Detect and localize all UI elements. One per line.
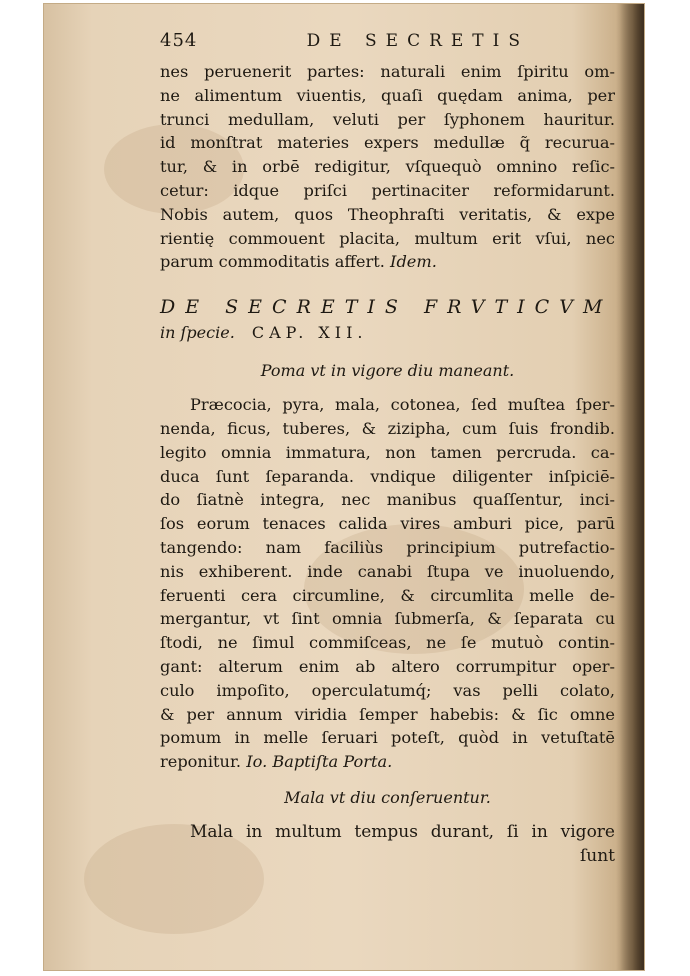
text-line: id monſtrat materies expers medullæ q̃ recurua-	[160, 133, 615, 153]
section-heading: Poma vt in vigore diu maneant.	[260, 361, 515, 381]
section-heading: Mala vt diu conſeruentur.	[284, 787, 491, 807]
chapter-number: CAP. XII.	[251, 323, 368, 343]
text-fragment: parum commoditatis affert.	[160, 252, 385, 272]
text-line: duca ſunt ſeparanda. vndique diligenter inſpiciē-	[160, 466, 615, 486]
text-line: nes peruenerit partes: naturali enim ſpiritu om-	[160, 62, 615, 81]
source-citation: Io. Baptiſta Porta.	[246, 752, 393, 772]
text-line: culo impoſito, operculatumq́; vas pelli colato,	[160, 680, 615, 700]
text-line: & per annum viridia ſemper habebis: & ſic omne	[160, 704, 615, 724]
text-fragment: reponitur.	[160, 752, 242, 772]
text-line: feruenti cera circumline, & circumlita melle de-	[160, 585, 615, 605]
text-line: trunci medullam, veluti per ſyphonem hauritur.	[160, 109, 615, 129]
text-line	[160, 750, 615, 774]
top-paragraph	[160, 60, 615, 274]
text-line: ſtodi, ne ſimul commiſceas, ne ſe mutuò contin-	[160, 633, 615, 653]
text-line	[160, 250, 615, 274]
text-line: mergantur, vt ſint omnia ſubmerſa, & ſeparata cu	[160, 609, 615, 629]
text-line: Præcocia, pyra, mala, cotonea, ſed muſtea ſper-	[190, 395, 615, 415]
chapter-subtitle	[160, 321, 615, 345]
running-head	[160, 30, 615, 58]
text-line: Nobis autem, quos Theophraſti veritatis, & expe	[160, 204, 615, 224]
page-number: 454	[160, 30, 198, 51]
chapter-sub: in ſpecie.	[160, 323, 235, 343]
running-title: DE SECRETIS	[306, 31, 529, 51]
chapter-title: DE SECRETIS FRVTICVM	[160, 296, 613, 319]
text-line: gant: alterum enim ab altero corrumpitur oper-	[160, 656, 615, 676]
text-line: Mala in multum tempus durant, ſi in vigore	[190, 821, 615, 842]
catchword: ſunt	[579, 845, 615, 866]
text-line: nis exhiberent. inde canabi ſtupa ve inuoluendo,	[160, 561, 615, 581]
section-paragraph	[160, 393, 615, 774]
text-line: ſos eorum tenaces calida vires amburi pice, parū	[160, 514, 615, 534]
text-line: ne alimentum viuentis, quaſi quędam anima, per	[160, 85, 615, 105]
text-line: nenda, ficus, tuberes, & zizipha, cum ſuis frondib.	[160, 418, 615, 438]
text-line: pomum in melle ſeruari poteſt, quòd in vetuſtatē	[160, 728, 615, 748]
text-line: rientię commouent placita, multum erit vſui, nec	[160, 228, 615, 248]
source-citation: Idem.	[390, 252, 437, 272]
text-line: tur, & in orbē redigitur, vſquequò omnino reſic-	[160, 157, 615, 177]
text-line: legito omnia immatura, non tamen percruda. ca-	[160, 442, 615, 462]
section-paragraph	[160, 820, 615, 868]
text-block	[160, 30, 615, 868]
text-line: do ſiatnè integra, nec manibus quaſſentur, inci-	[160, 490, 615, 510]
text-line: tangendo: nam faciliùs principium putrefactio-	[160, 537, 615, 557]
text-line: cetur: idque priſci pertinaciter reformidarunt.	[160, 180, 615, 200]
book-spine-shadow	[616, 4, 644, 970]
